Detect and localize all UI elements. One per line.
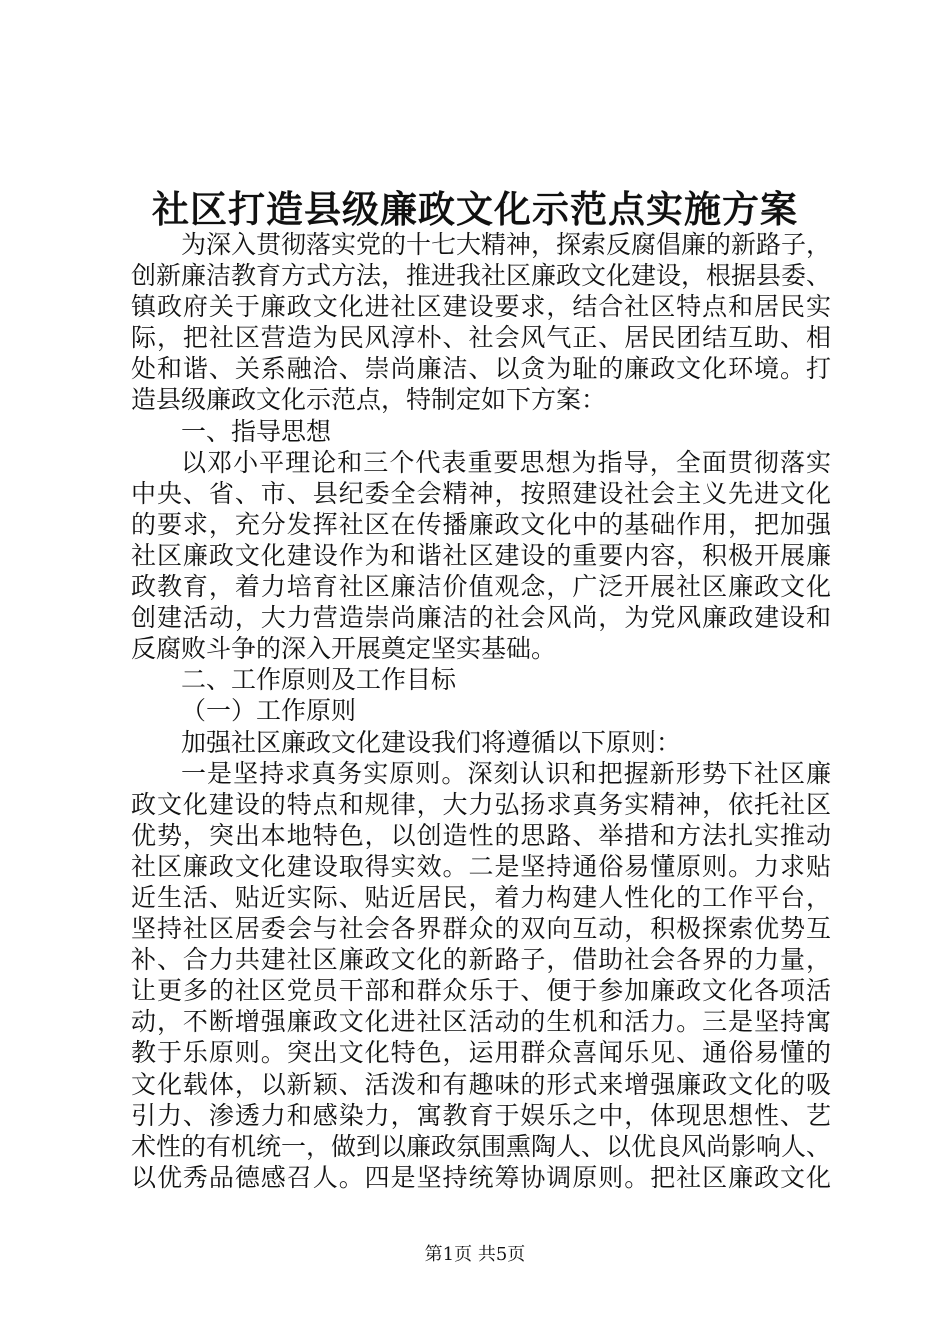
body-line: 引力、渗透力和感染力，寓教育于娱乐之中，体现思想性、艺 xyxy=(131,1100,831,1130)
body-line: 让更多的社区党员干部和群众乐于、便于参加廉政文化各项活 xyxy=(131,976,831,1006)
body-line: 加强社区廉政文化建设我们将遵循以下原则： xyxy=(181,727,682,757)
body-line: 以优秀品德感召人。四是坚持统筹协调原则。把社区廉政文化 xyxy=(131,1162,831,1192)
body-line: 的要求，充分发挥社区在传播廉政文化中的基础作用，把加强 xyxy=(131,509,831,539)
body-line: 社区廉政文化建设作为和谐社区建设的重要内容，积极开展廉 xyxy=(131,540,831,570)
body-line: 为深入贯彻落实党的十七大精神，探索反腐倡廉的新路子， xyxy=(181,230,831,259)
body-line: 术性的有机统一，做到以廉政氛围熏陶人、以优良风尚影响人、 xyxy=(131,1131,831,1161)
document-body xyxy=(131,229,831,1193)
document-title: 社区打造县级廉政文化示范点实施方案 xyxy=(152,187,798,231)
section-heading: 一、指导思想 xyxy=(181,416,332,446)
subsection-heading: （一）工作原则 xyxy=(181,696,357,726)
body-line: 中央、省、市、县纪委全会精神，按照建设社会主义先进文化 xyxy=(131,478,831,508)
body-line: 近生活、贴近实际、贴近居民，着力构建人性化的工作平台， xyxy=(131,882,831,912)
body-line: 动，不断增强廉政文化进社区活动的生机和活力。三是坚持寓 xyxy=(131,1007,831,1037)
body-line: 社区廉政文化建设取得实效。二是坚持通俗易懂原则。力求贴 xyxy=(131,851,831,881)
body-line: 创新廉洁教育方式方法，推进我社区廉政文化建设，根据县委、 xyxy=(131,261,831,291)
body-line: 政教育，着力培育社区廉洁价值观念，广泛开展社区廉政文化 xyxy=(131,572,831,602)
body-line: 一是坚持求真务实原则。深刻认识和把握新形势下社区廉 xyxy=(181,758,831,788)
body-line: 镇政府关于廉政文化进社区建设要求，结合社区特点和居民实 xyxy=(131,292,831,322)
section-heading: 二、工作原则及工作目标 xyxy=(181,665,457,695)
body-line: 反腐败斗争的深入开展奠定坚实基础。 xyxy=(131,634,557,664)
page-number-footer: 第1页 共5页 xyxy=(424,1244,526,1265)
body-line: 造县级廉政文化示范点，特制定如下方案： xyxy=(131,385,607,415)
body-line: 补、合力共建社区廉政文化的新路子，借助社会各界的力量， xyxy=(131,945,831,975)
body-line: 优势，突出本地特色，以创造性的思路、举措和方法扎实推动 xyxy=(131,820,831,850)
body-line: 处和谐、关系融洽、崇尚廉洁、以贪为耻的廉政文化环境。打 xyxy=(131,354,831,384)
body-line: 坚持社区居委会与社会各界群众的双向互动，积极探索优势互 xyxy=(131,914,831,944)
body-line: 以邓小平理论和三个代表重要思想为指导，全面贯彻落实 xyxy=(181,447,831,477)
body-line: 创建活动，大力营造崇尚廉洁的社会风尚，为党风廉政建设和 xyxy=(131,603,831,633)
body-line: 教于乐原则。突出文化特色，运用群众喜闻乐见、通俗易懂的 xyxy=(131,1038,831,1068)
body-line: 政文化建设的特点和规律，大力弘扬求真务实精神，依托社区 xyxy=(131,789,831,819)
body-line: 文化载体，以新颖、活泼和有趣味的形式来增强廉政文化的吸 xyxy=(131,1069,831,1099)
body-line: 际，把社区营造为民风淳朴、社会风气正、居民团结互助、相 xyxy=(131,323,831,353)
